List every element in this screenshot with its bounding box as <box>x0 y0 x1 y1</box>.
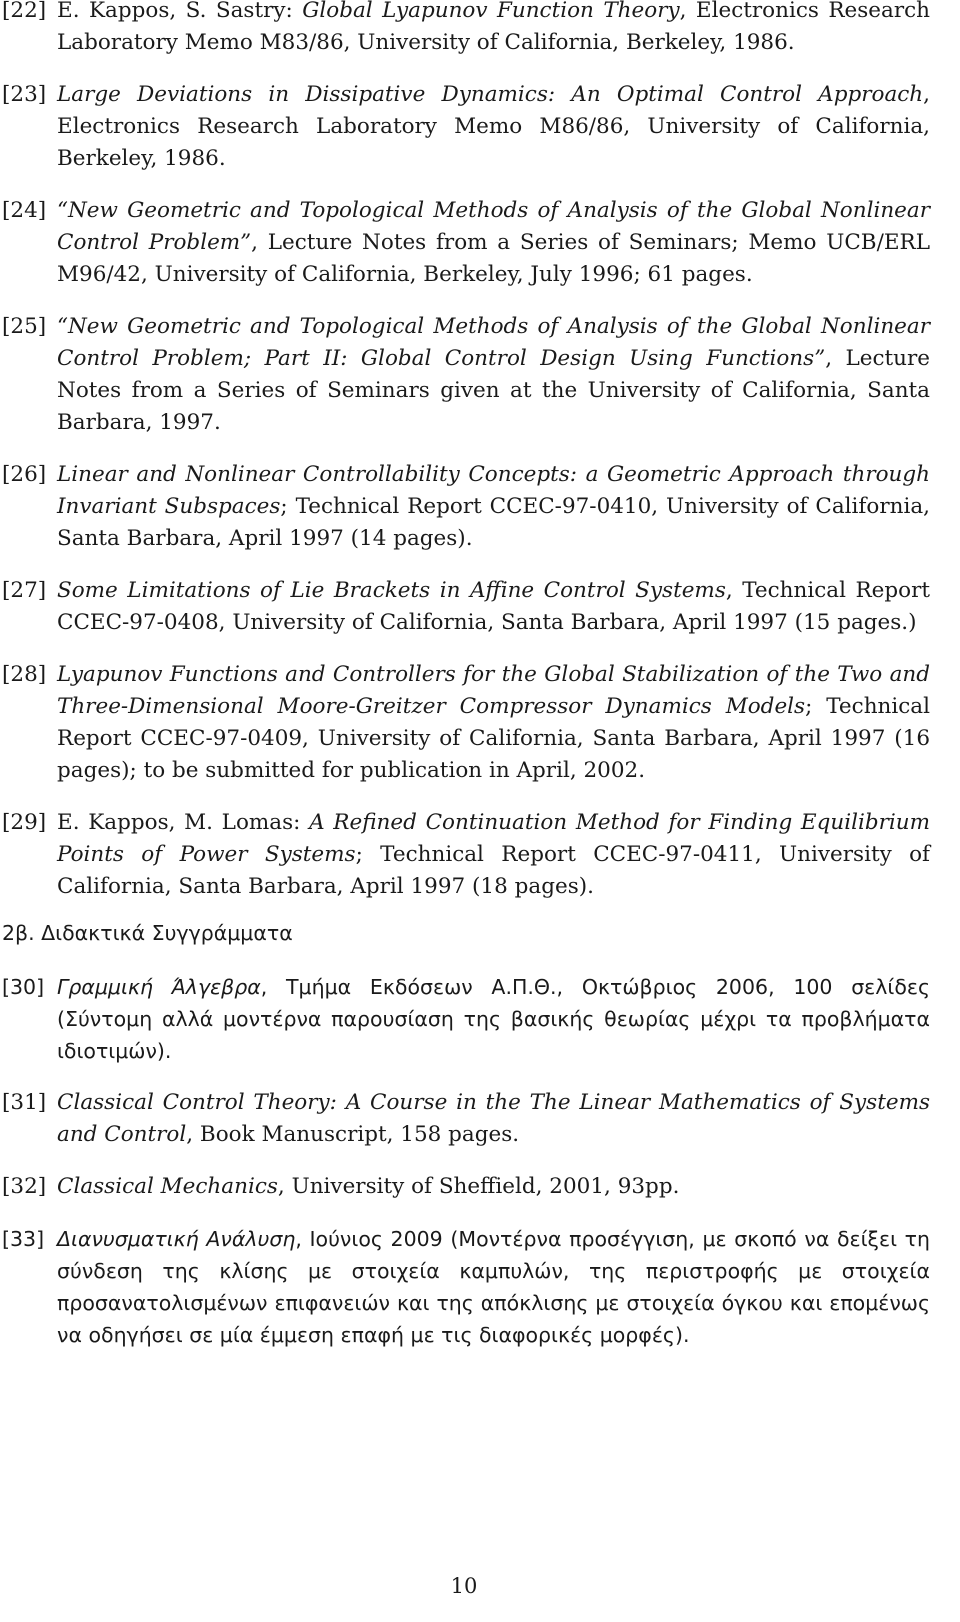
reference-details: ; Technical Report CCEC-97-0409, University of California, Santa Barbara, April 1997 (16 pages); to be submitted for publication in April, 2002. <box>57 694 930 783</box>
reference-text <box>57 1171 930 1203</box>
reference-title: A Refined Continuation Method for Finding Equilibrium Points of Power Systems <box>57 810 931 867</box>
reference-title: Linear and Nonlinear Controllability Concepts: a Geometric Approach through Invariant Subspaces <box>57 462 930 519</box>
reference-title: Global Lyapunov Function Theory <box>302 0 680 23</box>
reference-item <box>2 459 930 555</box>
reference-details: , Technical Report CCEC-97-0408, University of California, Santa Barbara, April 1997 (15 pages.) <box>57 578 930 635</box>
reference-number: [22] <box>2 0 47 23</box>
reference-title: “New Geometric and Topological Methods of Analysis of the Global Nonlinear Control Problem” <box>57 198 930 255</box>
reference-details: , Lecture Notes from a Series of Seminars given at the University of California, Santa Barbara, 1997. <box>57 346 930 435</box>
reference-authors: E. Kappos, S. Sastry: <box>57 0 303 23</box>
reference-group-english <box>2 0 930 903</box>
reference-text <box>57 459 930 555</box>
reference-title: Lyapunov Functions and Controllers for the Global Stabilization of the Two and Three-Dimensional Moore-Greitzer Compressor Dynamics Models <box>57 662 930 719</box>
reference-item <box>2 311 930 439</box>
reference-details: , Electronics Research Laboratory Memo M83/86, University of California, Berkeley, 1986. <box>57 0 931 55</box>
reference-group-teaching <box>2 971 930 1351</box>
reference-item <box>2 659 930 787</box>
reference-text <box>57 1087 930 1151</box>
reference-item <box>2 195 930 291</box>
reference-text <box>57 659 930 787</box>
reference-item <box>2 971 930 1067</box>
reference-details: , University of Sheffield, 2001, 93pp. <box>277 1174 680 1199</box>
reference-text <box>57 575 930 639</box>
reference-number: [31] <box>2 1090 47 1115</box>
reference-details: ; Technical Report CCEC-97-0411, University of California, Santa Barbara, April 1997 (18 pages). <box>57 842 930 899</box>
reference-number: [33] <box>2 1227 45 1251</box>
reference-text <box>57 195 930 291</box>
reference-number: [26] <box>2 462 47 487</box>
reference-details: , Book Manuscript, 158 pages. <box>186 1122 520 1147</box>
reference-number: [23] <box>2 82 47 107</box>
reference-details: , Ιούνιος 2009 (Μοντέρνα προσέγγιση, με σκοπό να δείξει τη σύνδεση της κλίσης με στοιχεία καμπυλών, της περιστροφής με στοιχεία προσανατολισμένων επιφανειών και της απόκλισης με στοιχεία όγκου και επομένως να οδηγήσει σε μία έμμεση επαφή με τις διαφορικές μορφές). <box>57 1227 930 1347</box>
reference-item <box>2 807 930 903</box>
reference-title: Classical Mechanics <box>57 1174 278 1199</box>
reference-number: [32] <box>2 1174 47 1199</box>
reference-details: ; Technical Report CCEC-97-0410, University of California, Santa Barbara, April 1997 (14 pages). <box>57 494 930 551</box>
reference-title: Large Deviations in Dissipative Dynamics: An Optimal Control Approach <box>57 82 924 107</box>
reference-number: [30] <box>2 975 45 999</box>
reference-text <box>57 79 930 175</box>
reference-text <box>57 807 930 903</box>
reference-list <box>2 0 930 1371</box>
reference-title: Διανυσματική Ανάλυση <box>57 1227 296 1251</box>
reference-authors: E. Kappos, M. Lomas: <box>57 810 310 835</box>
reference-title: “New Geometric and Topological Methods of Analysis of the Global Nonlinear Control Problem; Part II: Global Control Design Using Functions” <box>57 314 930 371</box>
reference-number: [27] <box>2 578 47 603</box>
reference-number: [24] <box>2 198 47 223</box>
reference-title: Γραμμική Άλγεβρα <box>57 975 261 999</box>
reference-item <box>2 575 930 639</box>
reference-item <box>2 1223 930 1351</box>
reference-text <box>57 0 930 59</box>
reference-text <box>57 1223 930 1351</box>
reference-title: Some Limitations of Lie Brackets in Affine Control Systems <box>57 578 726 603</box>
reference-title: Classical Control Theory: A Course in the The Linear Mathematics of Systems and Control <box>57 1090 930 1147</box>
reference-number: [29] <box>2 810 47 835</box>
reference-details: , Τμήμα Εκδόσεων Α.Π.Θ., Οκτώβριος 2006, 100 σελίδες (Σύντομη αλλά μοντέρνα παρουσίαση της βασικής θεωρίας μέχρι τα προβλήματα ιδιοτιμών). <box>57 975 930 1063</box>
reference-item <box>2 1087 930 1151</box>
reference-item <box>2 0 930 59</box>
reference-details: , Electronics Research Laboratory Memo M86/86, University of California, Berkeley, 1986. <box>57 82 930 171</box>
section-heading: 2β. Διδακτικά Συγγράμματα <box>2 921 293 945</box>
reference-number: [28] <box>2 662 47 687</box>
reference-details: , Lecture Notes from a Series of Seminars; Memo UCB/ERL M96/42, University of California, Berkeley, July 1996; 61 pages. <box>57 230 930 287</box>
reference-item <box>2 1171 930 1203</box>
reference-text <box>57 971 930 1067</box>
reference-number: [25] <box>2 314 47 339</box>
page-number: 10 <box>450 1574 478 1598</box>
reference-item <box>2 79 930 175</box>
reference-text <box>57 311 930 439</box>
